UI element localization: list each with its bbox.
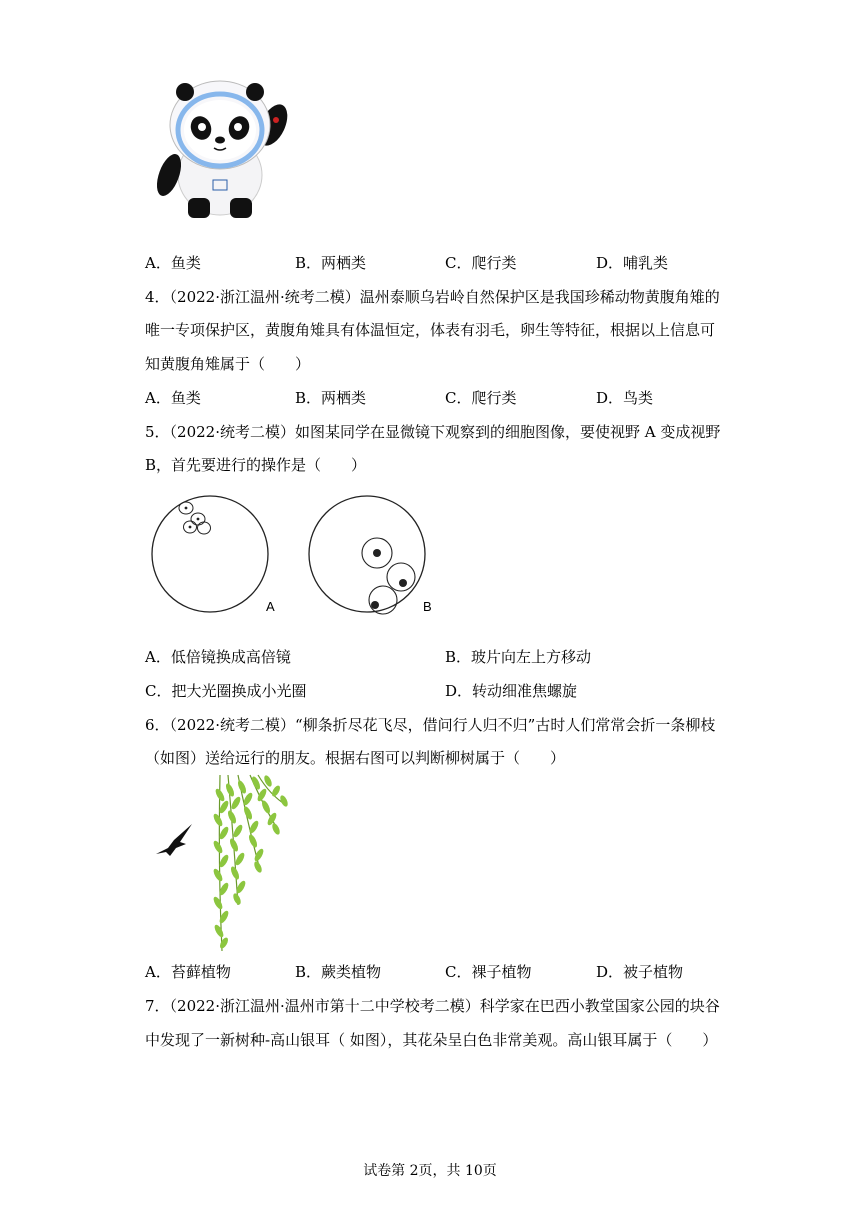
q5-line-1: 5．（2022·统考二模）如图某同学在显微镜下观察到的细胞图像，要使视野 A 变成视野	[145, 423, 721, 441]
willow-branch-figure	[208, 775, 298, 953]
q3-option-a: A．鱼类	[145, 254, 201, 272]
panda-mascot-figure	[155, 80, 300, 220]
page-footer: 试卷第 2页，共 10页	[363, 1163, 497, 1179]
q6-line-2: （如图）送给远行的朋友。根据右图可以判断柳树属于（ ）	[145, 749, 566, 767]
q6-option-a: A．苔藓植物	[145, 963, 231, 981]
q5-line-2: B，首先要进行的操作是（ ）	[145, 456, 367, 474]
q4-line-1: 4．（2022·浙江温州·统考二模）温州泰顺乌岩岭自然保护区是我国珍稀动物黄腹角雉的	[145, 288, 720, 306]
q6-option-d: D．被子植物	[596, 963, 684, 981]
q4-option-b: B．两栖类	[295, 389, 367, 407]
q5-option-b: B．玻片向左上方移动	[445, 648, 592, 666]
q4-line-3: 知黄腹角雉属于（ ）	[145, 355, 311, 373]
q6-option-b: B．蕨类植物	[295, 963, 382, 981]
field-a-label: A	[266, 599, 275, 614]
q4-option-c: C．爬行类	[445, 389, 517, 407]
q3-option-d: D．哺乳类	[596, 254, 669, 272]
q5-option-c: C．把大光圈换成小光圈	[145, 682, 307, 700]
q4-option-d: D．鸟类	[596, 389, 654, 407]
q7-line-1: 7．（2022·浙江温州·温州市第十二中学校考二模）科学家在巴西小教堂国家公园的块谷	[145, 997, 720, 1015]
q4-line-2: 唯一专项保护区，黄腹角雉具有体温恒定，体表有羽毛，卵生等特征，根据以上信息可	[145, 321, 716, 339]
q4-option-a: A．鱼类	[145, 389, 201, 407]
q6-option-c: C．裸子植物	[445, 963, 532, 981]
q5-option-a: A．低倍镜换成高倍镜	[145, 648, 291, 666]
microscope-field-b	[305, 495, 440, 617]
q7-line-2: 中发现了一新树种-高山银耳（ 如图），其花朵呈白色非常美观。高山银耳属于（ ）	[145, 1031, 718, 1049]
q3-option-c: C．爬行类	[445, 254, 517, 272]
q5-option-d: D．转动细准焦螺旋	[445, 682, 578, 700]
field-b-label: B	[423, 599, 432, 614]
q6-line-1: 6．（2022·统考二模）“柳条折尽花飞尽，借问行人归不归”古时人们常常会折一条柳枝	[145, 716, 716, 734]
microscope-field-a	[148, 495, 283, 617]
q3-option-b: B．两栖类	[295, 254, 367, 272]
swallow-bird-figure	[154, 822, 196, 860]
